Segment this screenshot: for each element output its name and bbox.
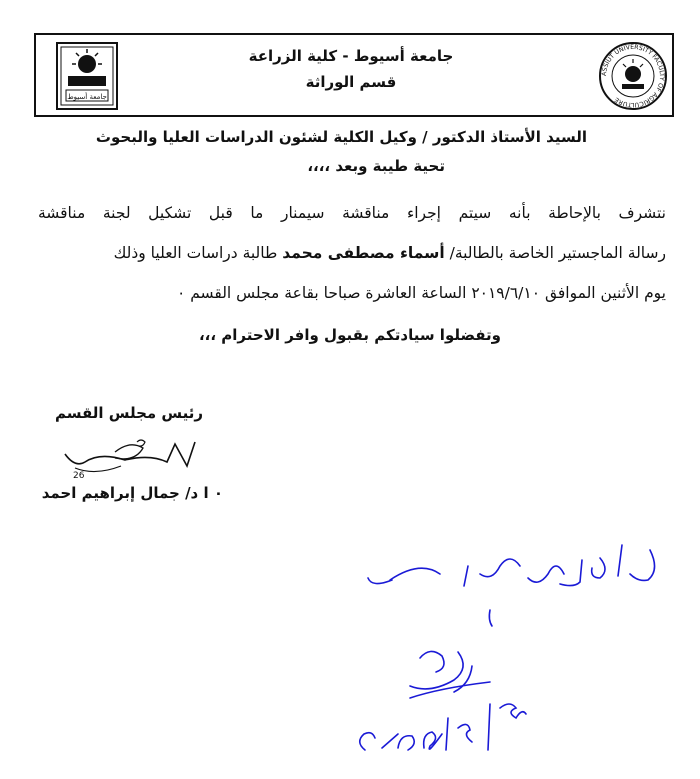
paragraph-line-3: يوم الأثنين الموافق ٢٠١٩/٦/١٠ الساعة العاشرة صباحا بقاعة مجلس القسم ٠ xyxy=(176,284,666,302)
signature-title: رئيس مجلس القسم xyxy=(54,404,203,422)
student-name: أسماء مصطفى محمد xyxy=(282,244,445,262)
department-head-signature xyxy=(55,432,205,482)
closing-line: وتفضلوا سيادتكم بقبول وافر الاحترام ،،، xyxy=(198,326,501,344)
handwritten-annotation xyxy=(360,530,690,640)
greeting-line: تحية طيبة وبعد ،،،، xyxy=(307,157,445,175)
seal-text: ASSIUT UNIVERSITY FACULTY OF AGRICULTURE xyxy=(600,43,666,109)
letterhead-box xyxy=(34,33,674,117)
handwritten-date: ٢٠١٩/٥/٢٦ xyxy=(350,638,355,639)
signatory-name: ٠ ا د/ جمال إبراهيم احمد xyxy=(41,484,223,502)
paragraph-line-2-start: رسالة الماجستير الخاصة بالطالبة/ xyxy=(444,244,666,262)
handwritten-note: الدراسات العليا xyxy=(360,530,367,531)
addressee-line: السيد الأستاذ الدكتور / وكيل الكلية لشئون الدراسات العليا والبحوث xyxy=(95,128,587,146)
logo-text: جامعة أسيوط xyxy=(67,93,107,101)
university-logo xyxy=(56,42,118,110)
paragraph-line-2 xyxy=(114,244,666,262)
university-name: جامعة أسيوط - كلية الزراعة xyxy=(248,47,454,65)
handwritten-initials-date xyxy=(350,638,540,763)
department-name: قسم الوراثة xyxy=(305,73,397,91)
paragraph-line-1: نتشرف بالإحاطة بأنه سيتم إجراء مناقشة سيمنار ما قبل تشكيل لجنة مناقشة xyxy=(38,204,666,222)
faculty-seal xyxy=(598,41,668,111)
paragraph-line-2-end: طالبة دراسات العليا وذلك xyxy=(113,244,283,262)
signature-date-mark: 26 xyxy=(73,471,85,481)
